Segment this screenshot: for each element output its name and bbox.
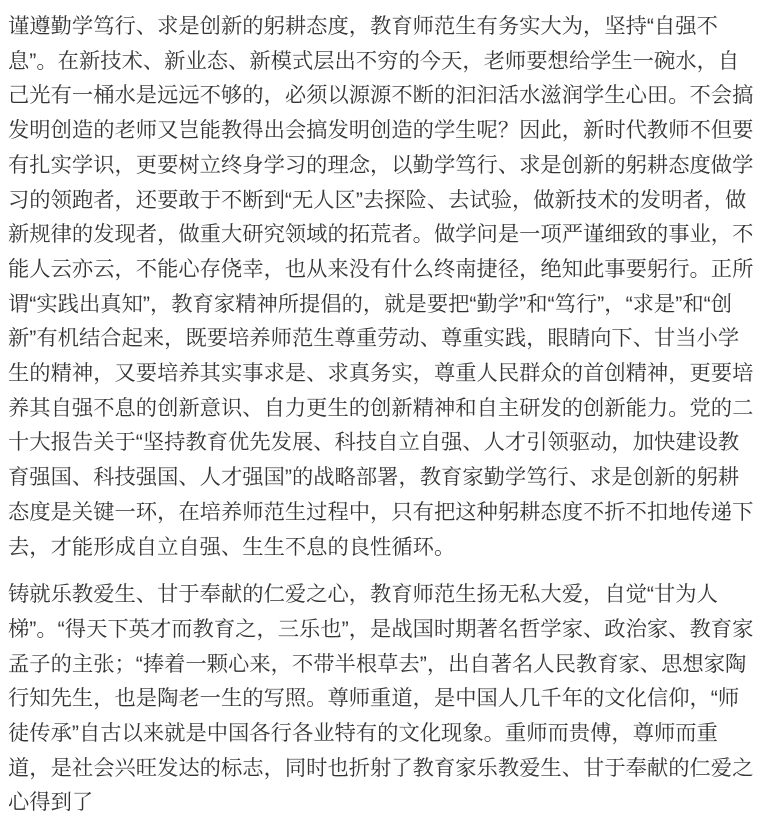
article-paragraph: 谨遵勤学笃行、求是创新的躬耕态度，教育师范生有务实大为，坚持“自强不息”。在新技术、新业态、新模式层出不穷的今天，老师要想给学生一碗水，自己光有一桶水是远远不够的，必须以源源不断的汩汩活水滋润学生心田。不会搞发明创造的老师又岂能教得出会搞发明创造的学生呢？因此，新时代教师不但要有扎实学识，更要树立终身学习的理念，以勤学笃行、求是创新的躬耕态度做学习的领跑者，还要敢于不断到“无人区”去探险、去试验，做新技术的发明者，做新规律的发现者，做重大研究领域的拓荒者。做学问是一项严谨细致的事业，不能人云亦云，不能心存侥幸，也从来没有什么终南捷径，绝知此事要躬行。正所谓“实践出真知”，教育家精神所提倡的，就是要把“勤学”和“笃行”，“求是”和“创新”有机结合起来，既要培养师范生尊重劳动、尊重实践，眼睛向下、甘当小学生的精神，又要培养其实事求是、求真务实，尊重人民群众的首创精神，更要培养其自强不息的创新意识、自力更生的创新精神和自主研发的创新能力。党的二十大报告关于“坚持教育优先发展、科技自立自强、人才引领驱动，加快建设教育强国、科技强国、人才强国”的战略部署，教育家勤学笃行、求是创新的躬耕态度是关键一环，在培养师范生过程中，只有把这种躬耕态度不折不扣地传递下去，才能形成自立自强、生生不息的良性循环。 xyxy=(8,14,754,559)
article-paragraph: 铸就乐教爱生、甘于奉献的仁爱之心，教育师范生扬无私大爱，自觉“甘为人梯”。“得天下英才而教育之，三乐也”，是战国时期著名哲学家、政治家、教育家孟子的主张；“捧着一颗心来，不带半根草去”，出自著名人民教育家、思想家陶行知先生，也是陶老一生的写照。尊师重道，是中国人几千年的文化信仰，“师徒传承”自古以来就是中国各行各业特有的文化现象。重师而贵傅，尊师而重道，是社会兴旺发达的标志，同时也折射了教育家乐教爱生、甘于奉献的仁爱之心得到了 xyxy=(8,582,754,815)
